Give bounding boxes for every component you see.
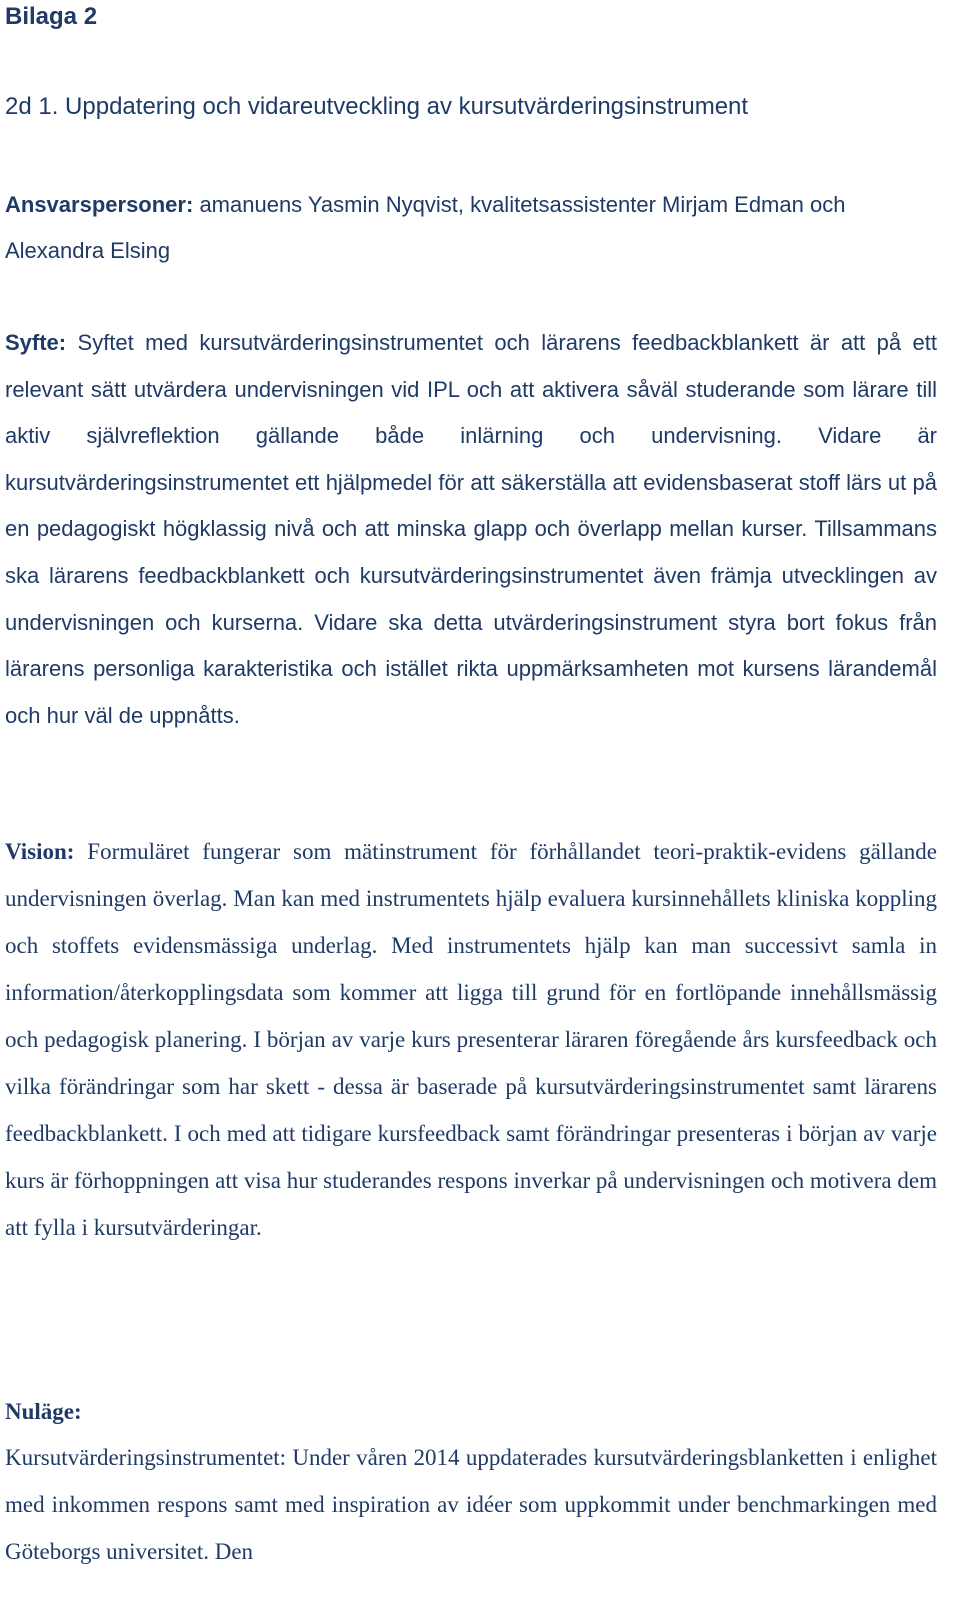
purpose-paragraph: [5, 320, 937, 739]
current-status-paragraph: Kursutvärderingsinstrumentet: Under våren 2014 uppdaterades kursutvärderingsblanketten i enlighet med inkommen respons samt med inspiration av idéer som uppkommit under benchmarkingen med Göteborgs universitet. Den: [5, 1445, 937, 1564]
responsible-persons-paragraph: [5, 182, 937, 274]
purpose-label: Syfte:: [5, 330, 67, 355]
vision-label: Vision:: [5, 839, 75, 864]
vision-paragraph: [5, 828, 937, 1251]
responsible-persons-text: amanuens Yasmin Nyqvist, kvalitetsassistenter Mirjam Edman och Alexandra Elsing: [5, 192, 846, 263]
responsible-persons-label: Ansvarspersoner:: [5, 192, 194, 217]
document-title: Bilaga 2: [5, 3, 98, 30]
section-heading: 2d 1. Uppdatering och vidareutveckling av kursutvärderingsinstrument: [5, 93, 749, 120]
current-status-label: Nuläge:: [5, 1399, 82, 1424]
vision-text: Formuläret fungerar som mätinstrument för förhållandet teori-praktik-evidens gällande undervisningen överlag. Man kan med instrumentets hjälp evaluera kursinnehållets kliniska koppling och stoffets evidensmässiga underlag. Med instrumentets hjälp kan man successivt samla in information/återkopplingsdata som kommer att ligga till grund för en fortlöpande innehållsmässig och pedagogisk planering. I början av varje kurs presenterar läraren föregående års kursfeedback och vilka förändringar som har skett - dessa är baserade på kursutvärderingsinstrumentet samt lärarens feedbackblankett. I och med att tidigare kursfeedback samt förändringar presenteras i början av varje kurs är förhoppningen att visa hur studerandes respons inverkar på undervisningen och motivera dem att fylla i kursutvärderingar.: [5, 839, 938, 1240]
purpose-text: Syftet med kursutvärderingsinstrumentet och lärarens feedbackblankett är att på ett relevant sätt utvärdera undervisningen vid IPL och att aktivera såväl studerande som lärare till aktiv självreflektion gällande både inlärning och undervisning. Vidare är kursutvärderingsinstrumentet ett hjälpmedel för att säkerställa att evidensbaserat stoff lärs ut på en pedagogiskt högklassig nivå och att minska glapp och överlapp mellan kurser. Tillsammans ska lärarens feedbackblankett och kursutvärderingsinstrumentet även främja utvecklingen av undervisningen och kurserna. Vidare ska detta utvärderingsinstrument styra bort fokus från lärarens personliga karakteristika och istället rikta uppmärksamheten mot kursens lärandemål och hur väl de uppnåtts.: [5, 330, 937, 728]
current-status-heading: [5, 1392, 937, 1432]
